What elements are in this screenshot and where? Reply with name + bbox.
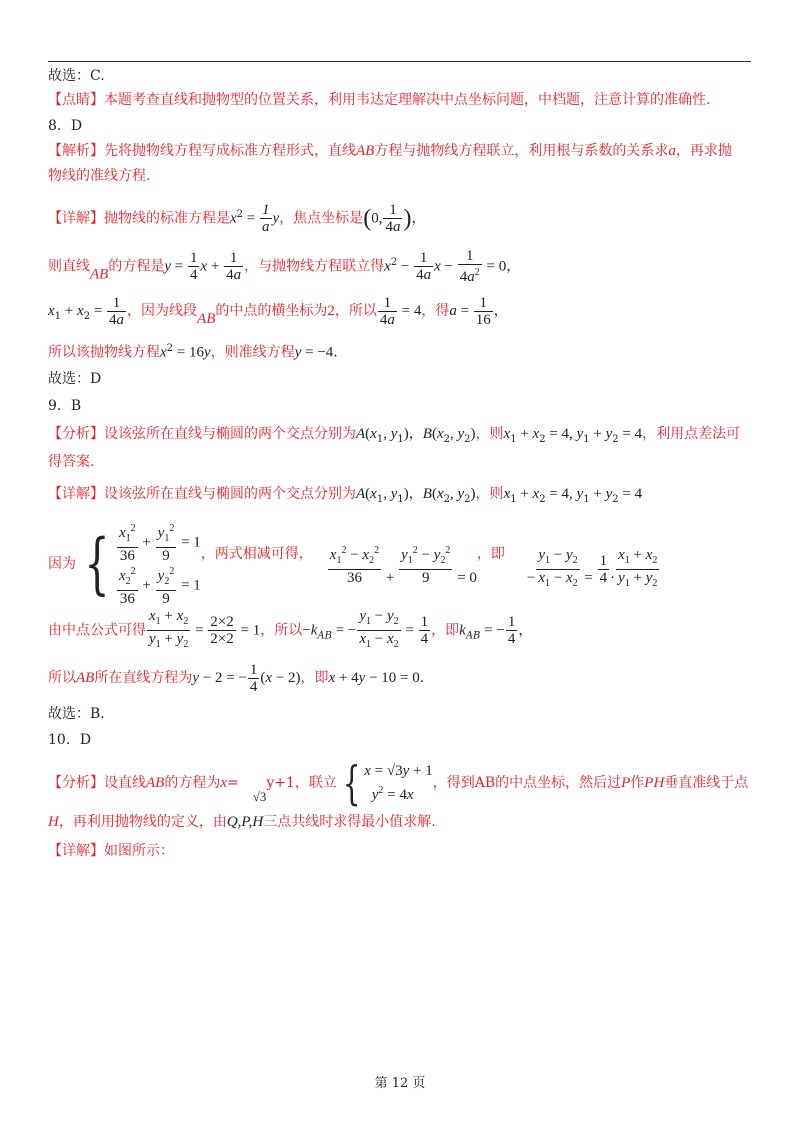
text: 【分析】设直线 (48, 775, 146, 791)
answer-line-7: 故选：C. (48, 68, 105, 84)
q9-analysis-line-1: 【分析】设该弦所在直线与椭圆的两个交点分别为$A(x_1$, $y_1$)，$B(x_2$, $y_2$)，则$x_1 + x_2 = 4$, $y_1 + y_2 = 4$，利用点差法可 (48, 426, 741, 445)
q8-analysis-line-1: 【解析】先将抛物线方程写成标准方程形式，直线AB方程与抛物线方程联立，利用根与系数的关系求a，再求抛 (48, 143, 732, 159)
text: 所在直线方程为 (94, 670, 193, 686)
text: ，因为线段 (127, 303, 198, 319)
text: 的中点的横坐标为 (215, 303, 328, 319)
text: ，则 (475, 486, 504, 502)
text: ，再利用抛物线的定义，由 (58, 814, 227, 830)
q10-detail-line-1: 【详解】如图所示： (48, 843, 174, 859)
text: 三点共线时求得最小值求解. (263, 814, 436, 830)
q9-detail-line-4: 所以AB所在直线方程为y − 2 = − $\frac{1}{4}$ (x − 2)，即x + 4y − 10 = 0. (48, 661, 425, 695)
text: 【分析】设该弦所在直线与椭圆的两个交点分别为 (48, 426, 356, 442)
text: ，焦点坐标是 (279, 210, 364, 227)
text: ，即 (476, 546, 505, 562)
text: 【解析】先将抛物线方程写成标准方程形式，直线 (48, 143, 356, 159)
text: 【详解】设该弦所在直线与椭圆的两个交点分别为 (48, 486, 356, 502)
text: y+1，联立 (266, 775, 337, 791)
q9-detail-line-3: 由中点公式可得 $\frac{x_1 + x_2}{y_1 + y_2}$ = $\frac{2\times 2}{2\times 2}$ = 1，所以$-k_{AB}$ = − $\frac{y_1 - y_2}{x_1 - x_2}$ = $\frac{1}{4}$ ，即$k_{AB}$ = − $\frac{1}{4}$ ， (48, 608, 533, 650)
text: ，与抛物线方程联立得 (244, 258, 385, 275)
answer-line-9: 故选：B. (48, 706, 105, 722)
q8-analysis-line-2: 物线的准线方程. (48, 168, 151, 184)
text: ，得 (421, 303, 450, 319)
q8-detail-line-1: 【详解】抛物线的标准方程是$x^2$ = $\frac{1}{a}$ y，焦点坐标是(0, $\frac{1}{4a}$ )， (48, 202, 426, 236)
question-10-answer: 10．D (48, 732, 92, 748)
text: ，则准线方程 (210, 344, 295, 361)
text: 【详解】抛物线的标准方程是 (48, 210, 230, 227)
q10-analysis-line-2: H，再利用抛物线的定义，由Q,P,H三点共线时求得最小值求解. (48, 814, 436, 830)
comment-line-7: 【点睛】本题考查直线和抛物型的位置关系，利用韦达定理解决中点坐标问题，中档题，注意计算的准确性. (48, 92, 711, 108)
text: ，得到AB的中点坐标，然后过 (432, 775, 622, 791)
text: ，再求抛 (675, 143, 732, 159)
q8-detail-line-2: 则直线AB的方程是y = $\frac{1}{4}$ x + $\frac{1}{4a}$ ，与抛物线方程联立得$x^2$ − $\frac{1}{4a}$ x − $\frac{1}{4a^2}$ = 0， (48, 248, 521, 286)
text: 的方程为 (164, 775, 221, 791)
text: ，即 (431, 622, 460, 639)
text: ，所以 (260, 622, 303, 639)
text: 所以 (48, 670, 76, 686)
answer-line-8: 故选：D (48, 371, 102, 387)
page-number: 第 12 页 (374, 1076, 426, 1091)
question-9-answer: 9．B (48, 398, 82, 414)
text: ，则 (475, 426, 504, 442)
question-8-answer: 8．D (48, 118, 83, 134)
text: 方程与抛物线方程联立，利用根与系数的关系求 (374, 143, 669, 159)
text: 则直线 (48, 258, 90, 275)
q10-analysis-line-1: 【分析】设直线AB的方程为x=√3y+1，联立 { x = √3y + 1 $y^2 = 4x$ ，得到AB的中点坐标，然后过P作PH垂直准线于点 (48, 756, 749, 810)
q9-analysis-line-2: 得答案. (48, 454, 95, 470)
text: 垂直准线于点 (664, 775, 749, 791)
text: 由中点公式可得 (48, 622, 146, 639)
text: ，利用点差法可 (642, 426, 741, 442)
q8-detail-line-3: $x_1 + x_2$ = $\frac{1}{4a}$ ，因为线段AB的中点的横坐标为2，所以 $\frac{1}{4a}$ = 4，得a = $\frac{1}{16}$ ， (48, 294, 508, 328)
q8-detail-line-4: 所以该抛物线方程$x^2 = 16y$，则准线方程y = −4. (48, 343, 338, 361)
text: 作 (630, 775, 645, 791)
header-rule (48, 61, 751, 62)
text: ，两式相减可得， (200, 546, 313, 562)
text: ，即 (300, 670, 329, 686)
text: 的方程是 (108, 258, 165, 275)
text: 因为 (48, 556, 76, 572)
text: ，所以 (334, 303, 377, 319)
q9-detail-line-1: 【详解】设该弦所在直线与椭圆的两个交点分别为$A(x_1$, $y_1$)，$B(x_2$, $y_2$)，则$x_1 + x_2 = 4$, $y_1 + y_2 = 4$ (48, 486, 643, 505)
text: 所以该抛物线方程 (48, 344, 160, 361)
q9-detail-line-2: 因为 { $\frac{x_1^2}{36}$ + $\frac{y_1^2}{9}$ = 1 $\frac{x_2^2}{36}$ + $\frac{y_2^2}{9}$ = 1 ，两式相减可得， $\frac{x_1^2 - x_2^2}{36}$ + $\frac{y_1^2 - y_2^2}{9}$ = 0，即− $\frac{y_1 - y_2}{x_1 - x_2}$ = $\frac{1}{4}$ · $\frac{x_1 + x_2}{y_1 + y_2}$ (48, 523, 658, 607)
